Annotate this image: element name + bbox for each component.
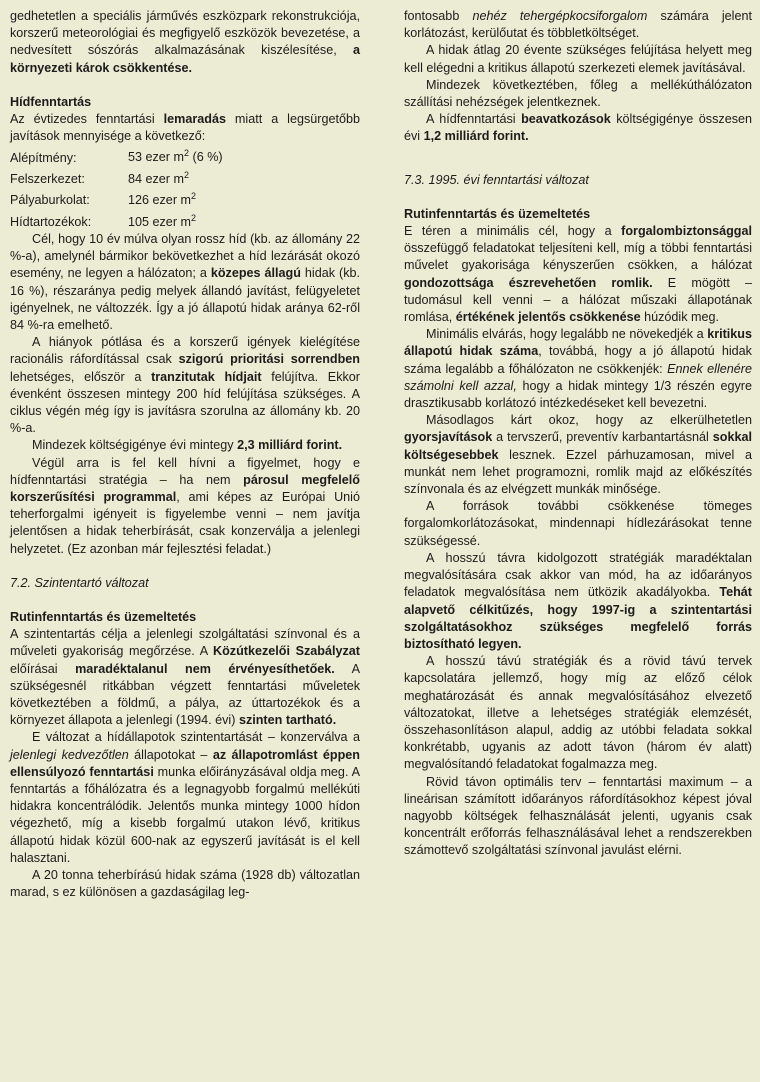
right-paragraph-4	[404, 111, 752, 145]
amount-row	[10, 210, 227, 231]
square-exponent: 2	[191, 212, 197, 223]
bold-text-run: Közútkezelői Szabályzat	[213, 644, 360, 659]
bold-text-run: lemaradás	[163, 112, 226, 127]
bold-text-run: gondozottsága észrevehetően romlik.	[404, 275, 653, 290]
amount-label: Alépítmény:	[10, 150, 77, 165]
text-run: Másodlagos kárt okoz, hogy az elkerülhetetlen	[426, 413, 752, 428]
text-run: állapotokat –	[128, 747, 213, 762]
bold-text-run: gyorsjavítások	[404, 430, 493, 445]
bold-text-run: az állapotromlást éppen ellensúlyozó fenntartási	[10, 747, 360, 779]
text-run: munka előirányzásával oldja meg. A fenntartás a főhálózatra és a legnagyobb forgalmú mellékúti hidakra koncentrálódik. Jelentős munka mintegy 1000 hídon végezhető, míg a kisebb forgalmú utakon lévő, kritikus állapotú hidak közül 600-nak az egyszerű javítását is el kell halasztani.	[10, 764, 360, 865]
text-run: , továbbá, hogy a jó állapotú hidak száma legalább a főhálózaton ne csökkenjék:	[404, 344, 752, 376]
hid-paragraph-3	[10, 334, 360, 437]
italic-text-run: Ennek ellenére számolni kell azzal,	[404, 361, 752, 393]
fenntartasi-paragraph-5	[404, 550, 752, 653]
bold-text-run: Tehát alapvető célkitűzés, hogy 1997-ig a szintentartási szolgáltatásokhoz szükséges megfelelő forrás biztosítható legyen.	[404, 585, 752, 651]
text-run: gedhetetlen a speciális járművés eszközpark rekonstrukciója, korszerű meteorológiai és megfigyelő eszközök bevezetése, a nedvesített sószórás alkalmazásának kiszélesítése,	[10, 9, 360, 58]
text-run: Rövid távon optimális terv – fenntartási maximum – a lineárisan számított időarányos ráfordításokhoz képest jóval nagyobb költségek felhasználását jelenti, ugyanis csak koncentrált erőforrás felhasználásával lehet a rendszerekben számottevő szolgáltatási színvonal javulást elérni.	[404, 774, 752, 858]
text-run: fontosabb	[404, 9, 473, 23]
amount-row	[10, 188, 227, 209]
italic-text-run: nehéz tehergépkocsiforgalom	[472, 9, 648, 23]
section-heading-7-3: 7.3. 1995. évi fenntartási változat	[404, 172, 589, 187]
section-heading-7-2: 7.2. Szintentartó változat	[10, 575, 149, 590]
text-run: lesznek. Ezzel párhuzamosan, mivel a munkát nem lehet programozni, romlik majd az előkészítés színvonala és az elvégzett munkák minősége.	[404, 447, 752, 497]
szintentarto-paragraph-3	[10, 867, 360, 901]
amount-number: 53 ezer m	[128, 150, 184, 165]
fenntartasi-paragraph-2	[404, 326, 752, 412]
bold-text-run: 2,3 milliárd forint.	[237, 438, 343, 453]
heading-rutinfenntartas-right: Rutinfenntartás és üzemeltetés	[404, 206, 591, 221]
right-paragraph-3	[404, 77, 752, 111]
text-run: összefüggő feladatokat teljesíteni kell, míg a többi fenntartási művelet gyakorisága kényszerűen csökken, a hálózat	[404, 241, 752, 273]
bold-text-run: sokkal költségesebbek	[404, 430, 752, 462]
text-run: E változat a hídállapotok szintentartását – konzerválva a	[32, 730, 360, 745]
hid-paragraph-2	[10, 231, 360, 334]
amount-label: Felszerkezet:	[10, 172, 85, 186]
right-column	[404, 8, 752, 860]
text-run: A szintentartás célja a jelenlegi szolgáltatási színvonal és a műveleti gyakoriság megőrzése. A	[10, 627, 360, 659]
text-run: Végül arra is fel kell hívni a figyelmet, hogy e hídfenntartási stratégia – ha nem	[10, 455, 360, 487]
text-run: E mögött – tudomásul kell venni – a hálózat műszaki állapotának romlása,	[404, 275, 752, 325]
fenntartasi-paragraph-3	[404, 412, 752, 498]
left-column	[10, 8, 360, 902]
text-run: Mindezek következtében, főleg a mellékúthálózaton szállítási nehézségek jelentkeznek.	[404, 77, 752, 110]
bold-text-run: maradéktalanul nem érvényesíthetőek.	[75, 661, 335, 676]
right-continuation	[404, 8, 752, 42]
text-run: A hiányok pótlása és a korszerű igények kielégítése racionális ráfordítással csak	[10, 335, 360, 367]
heading-hidfenntartas: Hídfenntartás	[10, 94, 92, 109]
heading-rutinfenntartas-left: Rutinfenntartás és üzemeltetés	[10, 610, 197, 625]
bold-text-run: 1,2 milliárd forint.	[423, 129, 529, 144]
text-run: A hosszú távra kidolgozott stratégiák maradéktalan megvalósítására csak akkor van mód, ha az időarányos feladatok megvalósítása nem ütközik akadályokba.	[404, 550, 752, 600]
amount-number: 84 ezer m	[128, 172, 184, 186]
text-run: A hídfenntartási	[426, 112, 522, 127]
text-run: költségigénye összesen évi	[404, 112, 752, 144]
text-run: Minimális elvárás, hogy legalább ne növekedjék a	[426, 327, 708, 342]
text-run: Cél, hogy 10 év múlva olyan rossz híd (kb. az állomány 22 %-a), amelynél bármikor bekövetkezhet a híd lezárását okozó esemény, ne legyen a hálózaton; a	[10, 231, 360, 281]
fenntartasi-paragraph-1	[404, 223, 752, 326]
square-exponent: 2	[191, 191, 197, 202]
szintentarto-paragraph-2	[10, 729, 360, 867]
bold-text-run: értékének jelentős csökkenése	[455, 310, 641, 325]
szintentarto-paragraph-1	[10, 626, 360, 729]
text-run: hidak (kb. 16 %), részaránya pedig melyek állandó javítást, felügyeletet igényelnek, ne változzék. Így a jó állapotú hidak aránya 62-ről 84 %-ra emelhető.	[10, 266, 360, 332]
intro-continuation	[10, 8, 360, 77]
text-run: hogy a hidak mintegy 1/3 részén egyre drasztikusabb korlátozó intézkedéseket kell bevezetni.	[404, 378, 752, 411]
text-run: lehetséges, először a	[10, 369, 152, 384]
text-run: A szükségesnél ritkábban végzett fenntartási műveletek következtében a földmű, a pálya, az úttartozékok és a környezet állapota a jelenlegi (1994. évi)	[10, 661, 360, 728]
hid-paragraph-4	[10, 437, 360, 454]
text-run: A hidak átlag 20 évente szükséges felújítása helyett meg kell elégedni a kritikus állapotú szerkezeti elemek javításával.	[404, 43, 752, 75]
square-exponent: 2	[184, 148, 190, 159]
amount-row	[10, 145, 227, 166]
text-run: , ami képes az Európai Unió teherforgalmi igényeit is figyelembe venni – nem javítja jelentősen a hidak teherbírását, csak konzerválja a jelenlegi helyzetet. (Ez azonban már fejlesztési feladat.)	[10, 490, 360, 556]
text-run: felújítva. Ekkor évenként összesen mintegy 200 híd felújítása szükséges. A ciklus végén még így is javításra szorulna az állomány kb. 20 %-a.	[10, 369, 360, 436]
bold-text-run: szinten tartható.	[238, 713, 337, 728]
text-run: előírásai	[10, 661, 76, 676]
text-run: Mindezek költségigénye évi mintegy	[32, 438, 238, 453]
italic-text-run: jelenlegi kedvezőtlen	[10, 747, 129, 762]
fenntartasi-paragraph-7	[404, 774, 752, 860]
bold-text-run: beavatkozások	[521, 112, 611, 127]
amount-value	[128, 188, 227, 209]
amount-value	[128, 167, 227, 188]
bold-text-run: kritikus állapotú hidak száma	[404, 327, 752, 359]
text-run: A hosszú távú stratégiák és a rövid távú tervek kapcsolatára jellemző, hogy míg az előző célok meghatározását és annak megvalósításához elvezető változatokat, illetve a lehetséges stratégiák elemzését, összehasonlításon alapul, addig az utóbbi feladata sokkal konkrétabb, ugyanis az adott távon (három év alatt) megvalósítandó feladatokat fogalmazza meg.	[404, 654, 752, 772]
text-run: Az évtizedes fenntartási	[10, 112, 164, 127]
hid-paragraph-1	[10, 111, 360, 145]
text-run: a tervszerű, preventív karbantartásnál	[492, 430, 713, 445]
text-run: húzódik meg.	[640, 310, 720, 325]
text-run: számára jelent korlátozást, kerülőutat és többletköltséget.	[404, 9, 752, 41]
text-run: A források további csökkenése tömeges forgalomkorlátozásokat, mindennapi hídlezárásokat tenne szükségessé.	[404, 499, 752, 548]
amount-number: 126 ezer m	[128, 193, 191, 208]
bold-text-run: a környezeti károk csökkentése.	[10, 43, 360, 75]
fenntartasi-paragraph-4	[404, 498, 752, 550]
bold-text-run: szigorú prioritási sorrendben	[178, 352, 360, 367]
text-run: A 20 tonna teherbírású hidak száma (1928 db) változatlan marad, s ez különösen a gazdaságilag leg-	[10, 868, 360, 900]
bold-text-run: párosul megfelelő korszerűsítési programmal	[10, 472, 360, 505]
hid-paragraph-5	[10, 455, 360, 558]
amount-label: Hídtartozékok:	[10, 214, 92, 229]
right-paragraph-2	[404, 42, 752, 76]
bold-text-run: forgalombiztonsággal	[621, 224, 752, 239]
amount-number: 105 ezer m	[128, 214, 191, 229]
amount-row	[10, 167, 227, 188]
text-run: E téren a minimális cél, hogy a	[404, 224, 622, 239]
amount-value	[128, 145, 227, 166]
repair-amounts-table	[10, 145, 227, 231]
amount-label: Pályaburkolat:	[10, 193, 90, 208]
amount-value	[128, 210, 227, 231]
square-exponent: 2	[184, 169, 190, 180]
fenntartasi-paragraph-6	[404, 653, 752, 773]
text-run: miatt a legsürgetőbb javítások mennyisége a következő:	[10, 112, 360, 144]
bold-text-run: tranzitutak hídjait	[151, 369, 262, 384]
amount-extra: (6 %)	[189, 150, 223, 165]
bold-text-run: közepes állagú	[210, 266, 301, 281]
